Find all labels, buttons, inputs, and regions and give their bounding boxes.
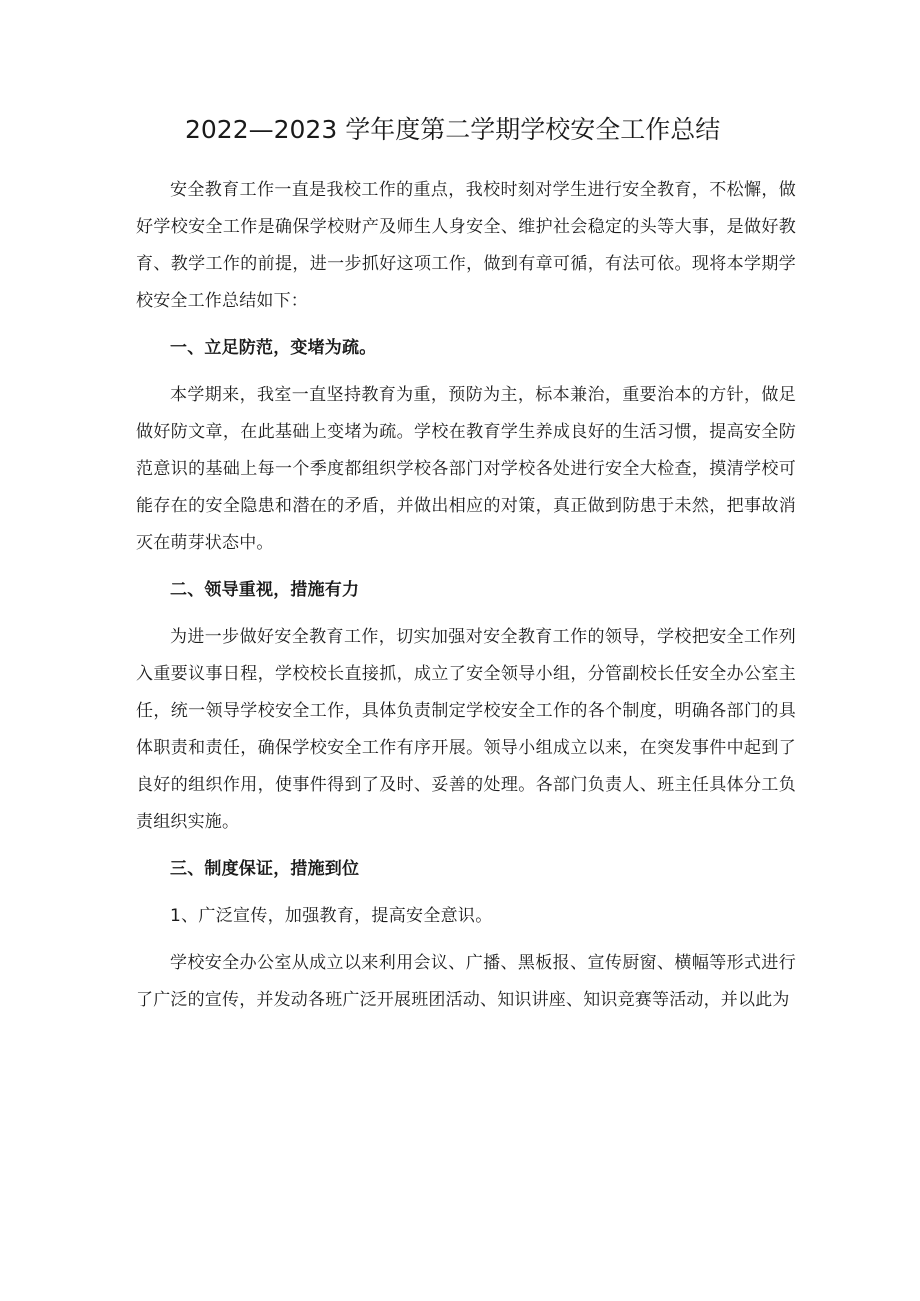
document-body — [136, 172, 796, 1029]
section-heading-3: 三、制度保证，措施到位 — [170, 859, 360, 879]
document-title: 2022—2023 学年度第二学期学校安全工作总结 — [185, 115, 721, 144]
section-heading-1: 一、立足防范，变堵为疏。 — [170, 338, 377, 358]
paragraph-publicity: 学校安全办公室从成立以来利用会议、广播、黑板报、宣传厨窗、横幅等形式进行了广泛的宣传，并发动各班广泛开展班团活动、知识讲座、知识竞赛等活动，并以此为 — [136, 953, 796, 1010]
paragraph-leadership: 为进一步做好安全教育工作，切实加强对安全教育工作的领导，学校把安全工作列入重要议事日程，学校校长直接抓，成立了安全领导小组，分管副校长任安全办公室主任，统一领导学校安全工作，具体负责制定学校安全工作的各个制度，明确各部门的具体职责和责任，确保学校安全工作有序开展。领导小组成立以来，在突发事件中起到了良好的组织作用，使事件得到了及时、妥善的处理。各部门负责人、班主任具体分工负责组织实施。 — [136, 627, 796, 832]
paragraph-intro: 安全教育工作一直是我校工作的重点，我校时刻对学生进行安全教育，不松懈，做好学校安全工作是确保学校财产及师生人身安全、维护社会稳定的头等大事，是做好教育、教学工作的前提，进一步抓好这项工作，做到有章可循，有法可依。现将本学期学校安全工作总结如下： — [136, 180, 796, 311]
section-heading-2: 二、领导重视，措施有力 — [170, 580, 360, 600]
subsection-heading-1: 1、广泛宣传，加强教育，提高安全意识。 — [170, 906, 493, 926]
paragraph-prevention: 本学期来，我室一直坚持教育为重，预防为主，标本兼治，重要治本的方针，做足做好防文章，在此基础上变堵为疏。学校在教育学生养成良好的生活习惯，提高安全防范意识的基础上每一个季度都组织学校各部门对学校各处进行安全大检查，摸清学校可能存在的安全隐患和潜在的矛盾，并做出相应的对策，真正做到防患于未然，把事故消灭在萌芽状态中。 — [136, 385, 796, 553]
